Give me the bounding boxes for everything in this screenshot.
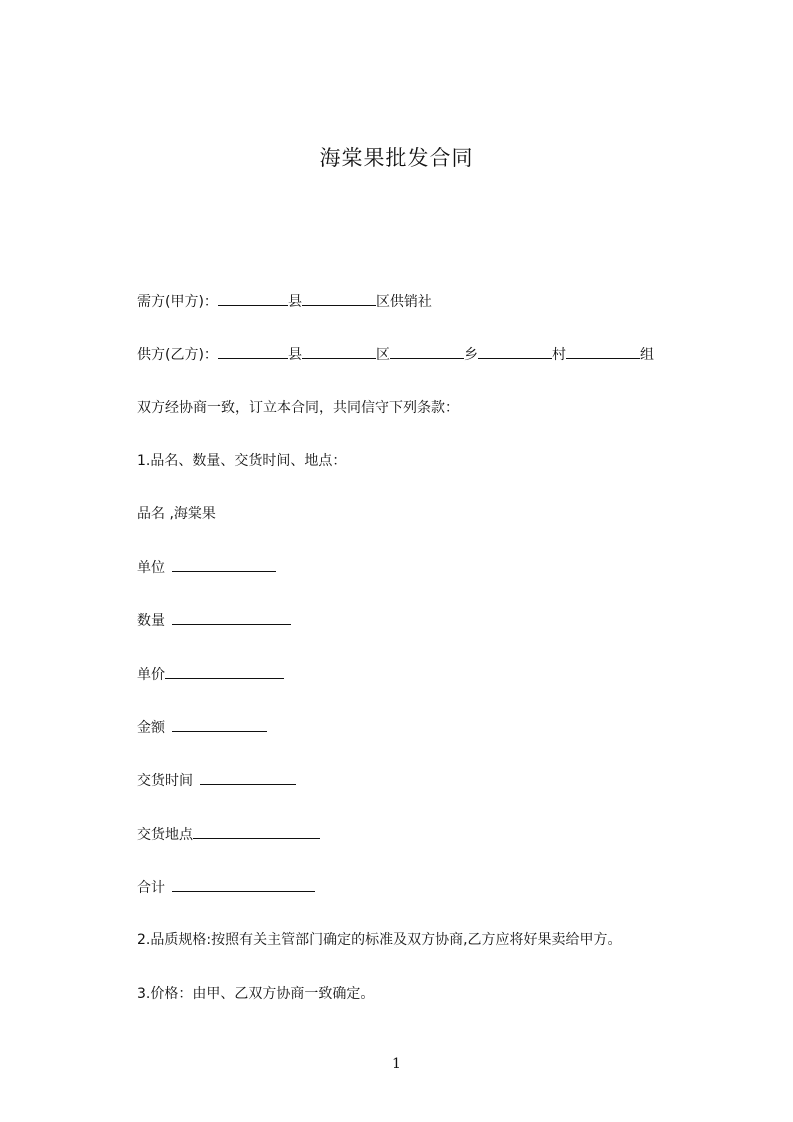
quantity-label: 数量	[137, 613, 165, 629]
page-number: 1	[392, 1056, 401, 1072]
supplier-line	[137, 345, 654, 364]
village-label: 村	[551, 347, 566, 363]
delivery-time-line	[137, 771, 296, 790]
quantity-line	[137, 611, 291, 630]
blank-field	[172, 611, 291, 625]
unit-line	[137, 558, 276, 577]
district-supply-label: 区供销社	[375, 294, 432, 310]
blank-field	[566, 345, 640, 359]
clause-1-heading: 1.品名、数量、交货时间、地点：	[137, 453, 347, 469]
amount-label: 金额	[137, 720, 165, 736]
document-title: 海棠果批发合同	[319, 146, 474, 170]
blank-field	[193, 825, 320, 839]
delivery-place-line	[137, 825, 320, 844]
blank-field	[390, 345, 464, 359]
blank-field	[302, 345, 376, 359]
county-label: 县	[287, 294, 302, 310]
county-label: 县	[287, 347, 302, 363]
supplier-label: 供方(乙方)：	[137, 347, 218, 363]
demander-line	[137, 292, 432, 311]
demander-label: 需方(甲方)：	[137, 294, 218, 310]
clause-2-paragraph: 2.品质规格:按照有关主管部门确定的标准及双方协商,乙方应将好果卖给甲方。	[137, 932, 622, 948]
total-label: 合计	[137, 880, 165, 896]
unit-price-line	[137, 665, 284, 684]
blank-field	[200, 771, 296, 785]
unit-label: 单位	[137, 560, 165, 576]
blank-field	[218, 345, 288, 359]
township-label: 乡	[463, 347, 478, 363]
blank-field	[218, 292, 288, 306]
blank-field	[302, 292, 376, 306]
blank-field	[478, 345, 552, 359]
blank-field	[165, 665, 284, 679]
intro-paragraph: 双方经协商一致，订立本合同，共同信守下列条款：	[137, 400, 459, 416]
product-name-line: 品名 ,海棠果	[137, 506, 216, 522]
delivery-time-label: 交货时间	[137, 773, 193, 789]
amount-line	[137, 718, 267, 737]
blank-field	[172, 558, 276, 572]
clause-3-paragraph: 3.价格：由甲、乙双方协商一致确定。	[137, 986, 375, 1002]
district-label: 区	[375, 347, 390, 363]
blank-field	[172, 718, 267, 732]
delivery-place-label: 交货地点	[137, 827, 193, 843]
unit-price-label: 单价	[137, 667, 165, 683]
total-line	[137, 878, 315, 897]
group-label: 组	[639, 347, 654, 363]
blank-field	[172, 878, 315, 892]
